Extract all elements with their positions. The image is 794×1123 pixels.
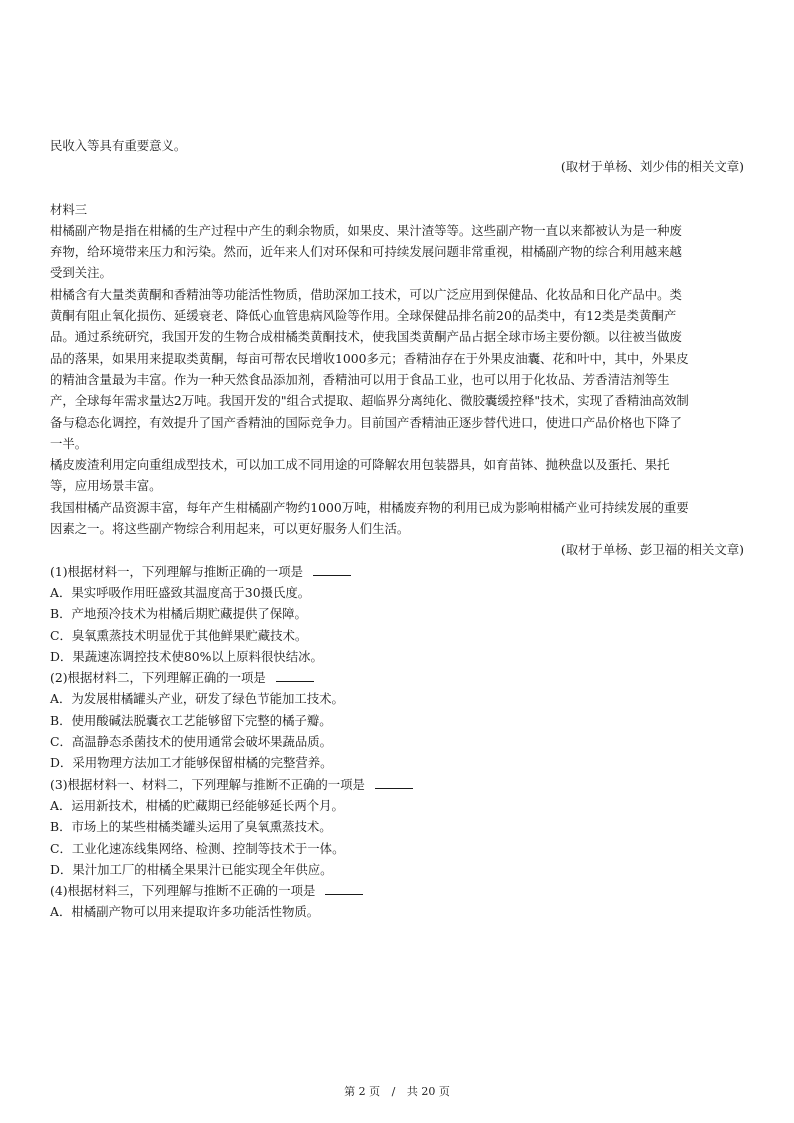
question-option: D．采用物理方法加工才能够保留柑橘的完整营养。 <box>50 755 333 771</box>
question-option: C．工业化速冻线集网络、检测、控制等技术于一体。 <box>50 840 345 856</box>
material3-line: 备与稳态化调控，有效提升了国产香精油的国际竞争力。目前国产香精油正逐步替代进口，使进口产品价格也下降了 <box>50 414 682 430</box>
page-total: 共 20 页 <box>406 1085 450 1098</box>
question-option: B．市场上的某些柑橘类罐头运用了臭氧熏蒸技术。 <box>50 819 332 835</box>
question-option: B．产地预冷技术为柑橘后期贮藏提供了保障。 <box>50 606 307 622</box>
material3-line: 一半。 <box>50 435 88 451</box>
question-2 <box>50 667 744 773</box>
material3-line: 柑橘副产物是指在柑橘的生产过程中产生的剩余物质，如果皮、果汁渣等等。这些副产物一直以来都被认为是一种废 <box>50 222 682 238</box>
document-content <box>50 135 744 923</box>
material3-line: 品的落果，如果用来提取类黄酮，每亩可帮农民增收1000多元；香精油存在于外果皮油囊、花和叶中，其中，外果皮 <box>50 350 689 366</box>
question-option: A．运用新技术，柑橘的贮藏期已经能够延长两个月。 <box>50 797 344 813</box>
question-option: D．果汁加工厂的柑橘全果果汁已能实现全年供应。 <box>50 861 333 877</box>
question-1 <box>50 561 744 667</box>
question-3 <box>50 774 744 880</box>
material3-line: 黄酮有阻止氧化损伤、延缓衰老、降低心血管患病风险等作用。全球保健品排名前20的品类中，有12类是类黄酮产 <box>50 308 677 324</box>
page-footer <box>0 1083 794 1099</box>
material3-line: 的精油含量最为丰富。作为一种天然食品添加剂，香精油可以用于食品工业，也可以用于化妆品、芳香清洁剂等生 <box>50 371 670 387</box>
question-4 <box>50 880 744 923</box>
answer-blank[interactable] <box>313 563 351 576</box>
question-option: D．果蔬速冻调控技术使80%以上原料很快结冰。 <box>50 648 323 664</box>
question-stem: (3)根据材料一、材料二，下列理解与推断不正确的一项是 <box>50 776 365 792</box>
question-option: A．果实呼吸作用旺盛致其温度高于30摄氏度。 <box>50 584 311 600</box>
page-separator: / <box>391 1085 396 1098</box>
question-option: A．为发展柑橘罐头产业，研发了绿色节能加工技术。 <box>50 691 344 707</box>
question-stem: (2)根据材料二，下列理解正确的一项是 <box>50 670 266 686</box>
material3-line: 橘皮废渣利用定向重组成型技术，可以加工成不同用途的可降解农用包装器具，如育苗钵、抛秧盘以及蛋托、果托 <box>50 457 670 473</box>
question-option: C．臭氧熏蒸技术明显优于其他鲜果贮藏技术。 <box>50 627 308 643</box>
question-stem: (4)根据材料三，下列理解与推断不正确的一项是 <box>50 883 316 899</box>
material3-line: 受到关注。 <box>50 265 112 281</box>
source-attribution-1: (取材于单杨、刘少伟的相关文章) <box>560 159 744 175</box>
answer-blank[interactable] <box>276 669 314 682</box>
material3-body <box>50 220 744 539</box>
answer-blank[interactable] <box>375 776 413 789</box>
source-attribution-2: (取材于单杨、彭卫福的相关文章) <box>560 542 744 558</box>
material3-line: 品。通过系统研究，我国开发的生物合成柑橘类黄酮技术，使我国类黄酮产品占据全球市场主要份额。以往被当做废 <box>50 329 682 345</box>
page-number: 第 2 页 <box>344 1085 381 1098</box>
material3-line: 我国柑橘产品资源丰富，每年产生柑橘副产物约1000万吨，柑橘废弃物的利用已成为影响柑橘产业可持续发展的重要 <box>50 499 689 515</box>
material3-line: 产，全球每年需求量达2万吨。我国开发的"组合式提取、超临界分离纯化、微胶囊缓控释"技术，实现了香精油高效制 <box>50 393 689 409</box>
material3-line: 弃物，给环境带来压力和污染。然而，近年来人们对环保和可持续发展问题非常重视，柑橘副产物的综合利用越来越 <box>50 244 682 260</box>
paragraph-tail: 民收入等具有重要意义。 <box>50 138 187 153</box>
answer-blank[interactable] <box>325 882 363 895</box>
question-option: B．使用酸碱法脱囊衣工艺能够留下完整的橘子瓣。 <box>50 712 332 728</box>
material3-heading: 材料三 <box>50 201 88 217</box>
material3-line: 柑橘含有大量类黄酮和香精油等功能活性物质，借助深加工技术，可以广泛应用到保健品、化妆品和日化产品中。类 <box>50 286 682 302</box>
material3-line: 因素之一。将这些副产物综合利用起来，可以更好服务人们生活。 <box>50 521 410 537</box>
material3-line: 等，应用场景丰富。 <box>50 478 162 494</box>
question-stem: (1)根据材料一，下列理解与推断正确的一项是 <box>50 563 303 579</box>
question-option: A．柑橘副产物可以用来提取许多功能活性物质。 <box>50 904 320 920</box>
question-option: C．高温静态杀菌技术的使用通常会破坏果蔬品质。 <box>50 734 333 750</box>
